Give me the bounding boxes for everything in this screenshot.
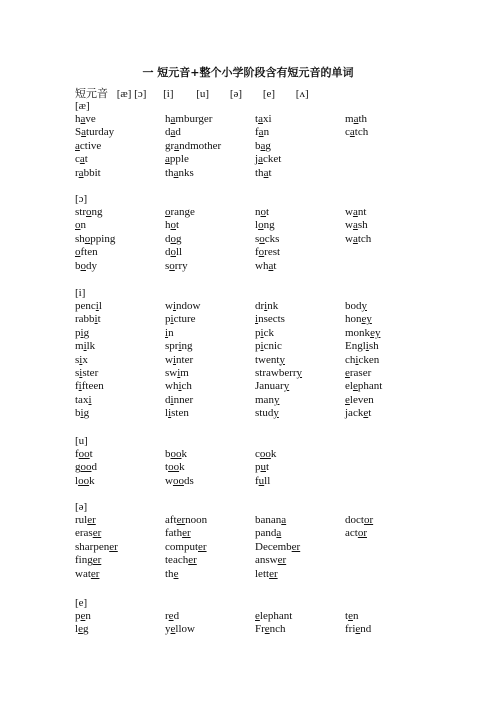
word: dinner	[165, 393, 194, 406]
word: jacket	[345, 407, 372, 420]
word: finger	[75, 554, 102, 567]
word: friend	[345, 623, 372, 636]
word: letter	[255, 567, 278, 580]
word: doctor	[345, 514, 374, 526]
word: eraser	[345, 366, 372, 379]
word: picture	[165, 313, 196, 326]
word: thanks	[165, 166, 194, 179]
word: dad	[165, 126, 181, 139]
word: eraser	[75, 527, 102, 540]
section-symbol: [ɔ]	[75, 193, 88, 205]
word: January	[255, 380, 290, 393]
word: took	[165, 461, 185, 474]
empty-cell	[345, 541, 435, 554]
word: wash	[345, 219, 368, 232]
word: chicken	[345, 353, 380, 366]
word-grid	[75, 206, 435, 273]
word: book	[165, 448, 187, 460]
word: orange	[165, 206, 195, 218]
word: body	[75, 259, 97, 272]
header-symbol: [æ] [ɔ]	[116, 88, 147, 100]
word: taxi	[75, 393, 92, 406]
word: honey	[345, 313, 372, 326]
word: doll	[165, 246, 183, 259]
word: twenty	[255, 353, 285, 366]
word-grid	[75, 300, 435, 421]
word: in	[165, 326, 174, 339]
word: socks	[255, 232, 280, 245]
header-symbol: [i]	[163, 88, 174, 100]
word: yellow	[165, 623, 195, 636]
empty-cell	[345, 568, 435, 581]
word: woods	[165, 474, 194, 487]
word: monkey	[345, 326, 381, 339]
word: pen	[75, 610, 91, 622]
word: on	[75, 219, 86, 232]
word: hot	[165, 219, 180, 232]
word: strawberry	[255, 366, 303, 379]
word: listen	[165, 407, 189, 420]
empty-cell	[345, 475, 435, 488]
word: catch	[345, 126, 369, 139]
word: leg	[75, 623, 89, 636]
word: English	[345, 340, 379, 353]
word: have	[75, 113, 96, 125]
empty-cell	[345, 153, 435, 166]
word: long	[255, 219, 275, 232]
word: rabbit	[75, 166, 101, 179]
word: big	[75, 407, 90, 420]
word: jacket	[255, 153, 282, 166]
header-symbol: [ʌ]	[295, 88, 309, 100]
section-symbol: [u]	[75, 435, 88, 447]
word: want	[345, 206, 367, 218]
word: father	[165, 527, 191, 540]
word: sorry	[165, 259, 188, 272]
word: December	[255, 540, 301, 553]
word-grid	[75, 448, 435, 488]
word: grandmother	[165, 139, 222, 152]
word: dog	[165, 232, 182, 245]
word: milk	[75, 340, 96, 353]
empty-cell	[345, 260, 435, 273]
word: apple	[165, 153, 189, 166]
section-u	[75, 434, 435, 488]
word: red	[165, 610, 180, 622]
word: watch	[345, 232, 372, 245]
word: the	[165, 567, 179, 580]
word: panda	[255, 527, 282, 540]
section-symbol: [i]	[75, 287, 86, 299]
word: that	[255, 166, 272, 179]
section-symbol: [e]	[75, 597, 88, 609]
header-symbol: [ə]	[229, 88, 243, 100]
header-symbol: [e]	[262, 88, 276, 100]
word: teacher	[165, 554, 197, 567]
word: strong	[75, 206, 103, 218]
word: fan	[255, 126, 270, 139]
word: winter	[165, 353, 194, 366]
word: cook	[255, 448, 277, 460]
word: French	[255, 623, 286, 636]
word: cat	[75, 153, 88, 166]
word: active	[75, 139, 102, 152]
header-label: 短元音	[75, 87, 108, 100]
page-title: 一 短元音+整个小学阶段含有短元音的单词	[142, 66, 354, 79]
section-o	[75, 192, 435, 273]
empty-cell	[345, 554, 435, 567]
word: sharpener	[75, 540, 118, 553]
word: drink	[255, 300, 279, 312]
word: window	[165, 300, 201, 312]
word: six	[75, 353, 88, 366]
word: foot	[75, 448, 93, 460]
section-schwa	[75, 500, 435, 581]
word-grid	[75, 610, 435, 637]
word: insects	[255, 313, 285, 326]
word: pick	[255, 326, 274, 339]
word: spring	[165, 340, 193, 353]
word: elephant	[255, 610, 293, 622]
word: elephant	[345, 380, 383, 393]
word: ten	[345, 610, 359, 622]
word-grid	[75, 514, 435, 581]
section-symbol: [ə]	[75, 501, 88, 513]
word: put	[255, 461, 270, 474]
empty-cell	[345, 246, 435, 259]
empty-cell	[345, 461, 435, 474]
empty-cell	[345, 167, 435, 180]
word: not	[255, 206, 270, 218]
word: many	[255, 393, 280, 406]
word: rabbit	[75, 313, 101, 326]
word: full	[255, 474, 271, 487]
word: which	[165, 380, 192, 393]
word: look	[75, 474, 95, 487]
header-symbol: [u]	[196, 88, 210, 100]
empty-cell	[345, 448, 435, 461]
word: body	[345, 300, 367, 312]
word: Saturday	[75, 126, 115, 139]
word: swim	[165, 366, 189, 379]
word: banana	[255, 514, 287, 526]
word: forest	[255, 246, 281, 259]
empty-cell	[345, 140, 435, 153]
word: good	[75, 461, 97, 474]
word: eleven	[345, 393, 374, 406]
word: computer	[165, 540, 207, 553]
word: afternoon	[165, 514, 208, 526]
word: pig	[75, 326, 90, 339]
word: often	[75, 246, 98, 259]
word: water	[75, 567, 100, 580]
word: sister	[75, 366, 99, 379]
word: answer	[255, 554, 287, 567]
word: hamburger	[165, 113, 213, 125]
word: shopping	[75, 232, 116, 245]
word: study	[255, 407, 279, 420]
word: bag	[255, 139, 271, 152]
word-grid	[75, 113, 435, 180]
word: taxi	[255, 113, 272, 125]
section-ae	[75, 99, 435, 180]
word: ruler	[75, 514, 96, 526]
word: math	[345, 113, 368, 125]
word: fifteen	[75, 380, 104, 393]
word: actor	[345, 527, 367, 540]
word: pencil	[75, 300, 102, 312]
section-e	[75, 596, 435, 637]
word: picnic	[255, 340, 282, 353]
section-i	[75, 286, 435, 421]
word: what	[255, 259, 277, 272]
section-symbol: [æ]	[75, 100, 90, 112]
